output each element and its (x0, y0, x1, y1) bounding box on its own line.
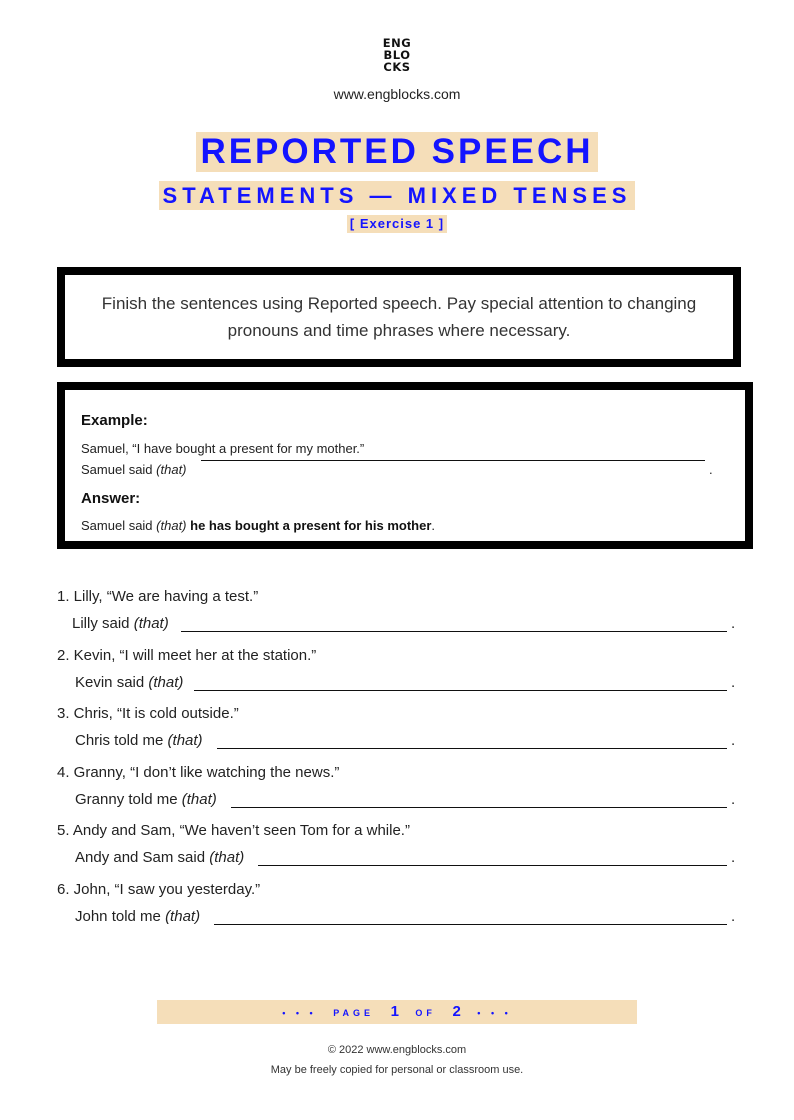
answer-prompt: Samuel said (81, 518, 153, 533)
page-subtitle: STATEMENTS — MIXED TENSES (159, 181, 636, 210)
answer-field[interactable] (214, 907, 727, 925)
site-url: www.engblocks.com (333, 86, 461, 102)
pager-page-word: PAGE (333, 1008, 375, 1018)
page-title: REPORTED SPEECH (196, 132, 597, 172)
example-that: (that) (156, 462, 187, 477)
prompt-that: (that) (148, 674, 184, 691)
period: . (731, 732, 736, 749)
instruction-box (57, 267, 741, 367)
example-answer-line (201, 460, 705, 461)
prompt-text: Lilly said (72, 615, 130, 632)
question-quote: 1. Lilly, “We are having a test.” (57, 588, 259, 605)
answer-field[interactable] (181, 614, 727, 632)
example-heading: Example: (81, 412, 148, 429)
prompt-that: (that) (133, 615, 169, 632)
question-prompt (75, 849, 244, 866)
instruction-text: Finish the sentences using Reported speech. Pay special attention to changing pronouns and time phrases where necessary. (101, 294, 697, 340)
copyright: © 2022 www.engblocks.com (327, 1044, 467, 1056)
period: . (731, 674, 736, 691)
question-quote: 3. Chris, “It is cold outside.” (57, 705, 239, 722)
example-period: . (709, 462, 713, 477)
answer-field[interactable] (258, 848, 727, 866)
period: . (731, 908, 736, 925)
question-quote: 5. Andy and Sam, “We haven’t seen Tom for a while.” (57, 822, 410, 839)
page-indicator (157, 1000, 637, 1024)
answer-field[interactable] (217, 731, 727, 749)
question-prompt (75, 732, 203, 749)
license-note: May be freely copied for personal or classroom use. (270, 1064, 524, 1076)
prompt-that: (that) (209, 849, 245, 866)
question-prompt (75, 791, 217, 808)
exercise-label: [ Exercise 1 ] (347, 215, 447, 233)
prompt-text: John told me (75, 908, 161, 925)
question-prompt (75, 674, 183, 691)
engblocks-logo (0, 37, 794, 73)
question-prompt (75, 908, 200, 925)
question-quote: 6. John, “I saw you yesterday.” (57, 881, 261, 898)
pager-dots-left: • • • (282, 1008, 317, 1018)
logo-line: ENG (382, 36, 412, 50)
answer-heading: Answer: (81, 490, 141, 507)
answer-period: . (431, 518, 436, 533)
pager-dots-right: • • • (477, 1008, 512, 1018)
answer-field[interactable] (194, 673, 727, 691)
answer-text: he has bought a present for his mother (190, 518, 432, 533)
pager-total: 2 (452, 1003, 461, 1020)
example-quote: Samuel, “I have bought a present for my mother.” (81, 441, 365, 456)
prompt-that: (that) (167, 732, 203, 749)
answer-that: (that) (156, 518, 187, 533)
prompt-text: Andy and Sam said (75, 849, 206, 866)
prompt-text: Chris told me (75, 732, 164, 749)
pager-current: 1 (390, 1003, 399, 1020)
example-prompt-text: Samuel said (81, 462, 153, 477)
prompt-text: Granny told me (75, 791, 178, 808)
example-prompt (81, 462, 187, 477)
period: . (731, 849, 736, 866)
question-quote: 4. Granny, “I don’t like watching the news.” (57, 764, 340, 781)
logo-line: CKS (383, 60, 411, 74)
period: . (731, 791, 736, 808)
question-prompt (72, 615, 169, 632)
prompt-text: Kevin said (75, 674, 145, 691)
period: . (731, 615, 736, 632)
pager-of-word: OF (415, 1008, 436, 1018)
answer-field[interactable] (231, 790, 727, 808)
prompt-that: (that) (181, 791, 217, 808)
question-quote: 2. Kevin, “I will meet her at the station.” (57, 647, 317, 664)
prompt-that: (that) (165, 908, 201, 925)
logo-line: BLO (383, 48, 411, 62)
example-answer (81, 518, 435, 533)
example-box (57, 382, 753, 549)
